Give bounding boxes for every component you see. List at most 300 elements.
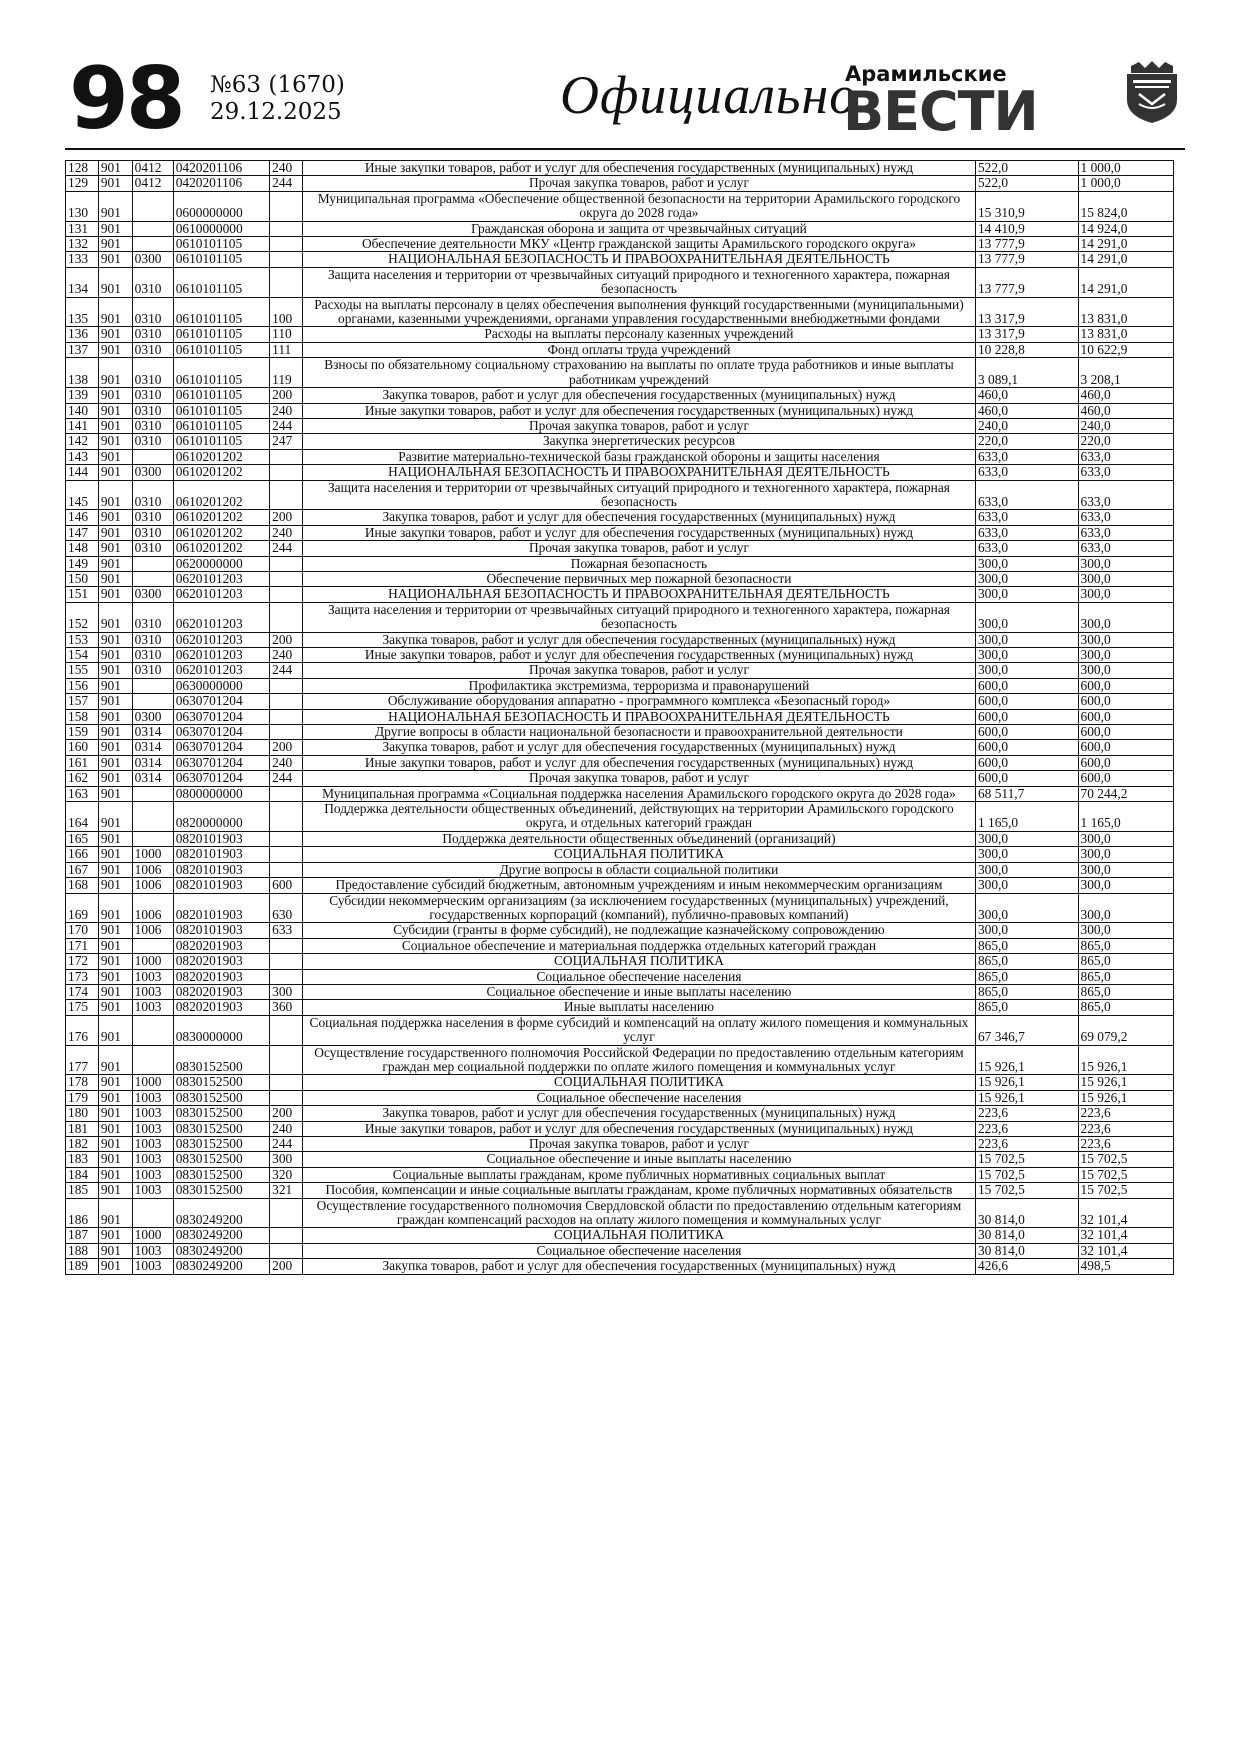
section-code (132, 571, 173, 586)
amount-2028: 633,0 (1078, 449, 1173, 464)
section-code: 1006 (132, 893, 173, 923)
gr-code: 901 (98, 556, 132, 571)
table-row (66, 1228, 1174, 1243)
target-code: 0820201903 (173, 1000, 269, 1015)
row-number: 135 (66, 297, 99, 327)
page-header (65, 49, 1185, 150)
section-code: 1000 (132, 847, 173, 862)
target-code: 0420201106 (173, 176, 269, 191)
section-code: 1003 (132, 1106, 173, 1121)
section-code: 1003 (132, 969, 173, 984)
gr-code: 901 (98, 1198, 132, 1228)
target-code: 0630000000 (173, 678, 269, 693)
row-number: 131 (66, 221, 99, 236)
item-name: СОЦИАЛЬНАЯ ПОЛИТИКА (302, 1075, 975, 1090)
item-name: Защита населения и территории от чрезвычайных ситуаций природного и техногенного характера, пожарная безопасность (302, 602, 975, 632)
amount-2028: 300,0 (1078, 831, 1173, 846)
table-row (66, 1000, 1174, 1015)
row-number: 159 (66, 725, 99, 740)
target-code: 0830249200 (173, 1228, 269, 1243)
section-code: 0310 (132, 525, 173, 540)
row-number: 174 (66, 984, 99, 999)
table-row (66, 556, 1174, 571)
expense-type (270, 969, 303, 984)
expense-type: 244 (270, 176, 303, 191)
table-row (66, 1090, 1174, 1105)
amount-2027: 30 814,0 (975, 1198, 1078, 1228)
section-code (132, 802, 173, 832)
amount-2028: 600,0 (1078, 740, 1173, 755)
row-number: 140 (66, 403, 99, 418)
item-name: Прочая закупка товаров, работ и услуг (302, 663, 975, 678)
section-code: 1003 (132, 1183, 173, 1198)
row-number: 187 (66, 1228, 99, 1243)
item-name: Субсидии некоммерческим организациям (за исключением государственных (муниципальных) учреждений, государственных корпораций (компаний), публично-правовых компаний) (302, 893, 975, 923)
amount-2028: 10 622,9 (1078, 342, 1173, 357)
expense-type: 111 (270, 342, 303, 357)
table-row (66, 191, 1174, 221)
amount-2027: 600,0 (975, 771, 1078, 786)
expense-type: 244 (270, 1137, 303, 1152)
gr-code: 901 (98, 847, 132, 862)
gr-code: 901 (98, 388, 132, 403)
target-code: 0820101903 (173, 831, 269, 846)
row-number: 167 (66, 862, 99, 877)
section-code (132, 1198, 173, 1228)
amount-2027: 15 702,5 (975, 1183, 1078, 1198)
target-code: 0630701204 (173, 771, 269, 786)
row-number: 130 (66, 191, 99, 221)
amount-2027: 223,6 (975, 1121, 1078, 1136)
table-row (66, 525, 1174, 540)
amount-2027: 13 777,9 (975, 237, 1078, 252)
section-code: 1003 (132, 1167, 173, 1182)
gr-code: 901 (98, 1000, 132, 1015)
table-row (66, 1106, 1174, 1121)
row-number: 177 (66, 1045, 99, 1075)
target-code: 0610201202 (173, 465, 269, 480)
item-name: Пожарная безопасность (302, 556, 975, 571)
row-number: 156 (66, 678, 99, 693)
target-code: 0620101203 (173, 648, 269, 663)
expense-type: 240 (270, 525, 303, 540)
amount-2027: 300,0 (975, 632, 1078, 647)
amount-2027: 13 317,9 (975, 297, 1078, 327)
amount-2027: 600,0 (975, 740, 1078, 755)
target-code: 0610101105 (173, 267, 269, 297)
target-code: 0620101203 (173, 587, 269, 602)
amount-2027: 865,0 (975, 954, 1078, 969)
expense-type: 240 (270, 161, 303, 176)
amount-2027: 633,0 (975, 465, 1078, 480)
gr-code: 901 (98, 725, 132, 740)
gr-code: 901 (98, 252, 132, 267)
amount-2027: 633,0 (975, 510, 1078, 525)
amount-2028: 865,0 (1078, 969, 1173, 984)
amount-2027: 220,0 (975, 434, 1078, 449)
budget-table-body (66, 161, 1174, 1275)
table-row (66, 1075, 1174, 1090)
item-name: Муниципальная программа «Обеспечение общественной безопасности на территории Арамильского городского округа до 2028 года» (302, 191, 975, 221)
expense-type (270, 1045, 303, 1075)
expense-type: 300 (270, 984, 303, 999)
item-name: Предоставление субсидий бюджетным, автономным учреждениям и иным некоммерческим организациям (302, 878, 975, 893)
expense-type (270, 1228, 303, 1243)
target-code: 0420201106 (173, 161, 269, 176)
gr-code: 901 (98, 694, 132, 709)
table-row (66, 510, 1174, 525)
target-code: 0630701204 (173, 755, 269, 770)
amount-2028: 300,0 (1078, 571, 1173, 586)
amount-2028: 865,0 (1078, 954, 1173, 969)
amount-2027: 522,0 (975, 161, 1078, 176)
section-code: 1003 (132, 1000, 173, 1015)
section-code: 0412 (132, 161, 173, 176)
section-code (132, 831, 173, 846)
item-name: Социальная поддержка населения в форме субсидий и компенсаций на оплату жилого помещения и коммунальных услуг (302, 1015, 975, 1045)
section-code: 0310 (132, 434, 173, 449)
table-row (66, 984, 1174, 999)
row-number: 160 (66, 740, 99, 755)
amount-2028: 300,0 (1078, 632, 1173, 647)
target-code: 0820000000 (173, 802, 269, 832)
row-number: 184 (66, 1167, 99, 1182)
expense-type (270, 802, 303, 832)
table-row (66, 221, 1174, 236)
table-row (66, 678, 1174, 693)
amount-2027: 460,0 (975, 403, 1078, 418)
amount-2028: 300,0 (1078, 878, 1173, 893)
amount-2027: 300,0 (975, 878, 1078, 893)
amount-2027: 300,0 (975, 571, 1078, 586)
table-row (66, 1137, 1174, 1152)
section-code: 1006 (132, 923, 173, 938)
gr-code: 901 (98, 465, 132, 480)
item-name: Муниципальная программа «Социальная поддержка населения Арамильского городского округа до 2028 года» (302, 786, 975, 801)
item-name: Другие вопросы в области социальной политики (302, 862, 975, 877)
table-row (66, 252, 1174, 267)
table-row (66, 786, 1174, 801)
row-number: 162 (66, 771, 99, 786)
section-code: 0310 (132, 632, 173, 647)
section-code: 1003 (132, 984, 173, 999)
gr-code: 901 (98, 237, 132, 252)
amount-2027: 1 165,0 (975, 802, 1078, 832)
section-code: 1003 (132, 1090, 173, 1105)
row-number: 182 (66, 1137, 99, 1152)
amount-2027: 460,0 (975, 388, 1078, 403)
amount-2028: 15 824,0 (1078, 191, 1173, 221)
gr-code: 901 (98, 510, 132, 525)
expense-type: 200 (270, 388, 303, 403)
amount-2028: 223,6 (1078, 1106, 1173, 1121)
gr-code: 901 (98, 480, 132, 510)
amount-2027: 300,0 (975, 663, 1078, 678)
gr-code: 901 (98, 176, 132, 191)
item-name: Закупка товаров, работ и услуг для обеспечения государственных (муниципальных) нужд (302, 632, 975, 647)
item-name: Иные закупки товаров, работ и услуг для обеспечения государственных (муниципальных) нужд (302, 403, 975, 418)
section-code (132, 449, 173, 464)
amount-2027: 600,0 (975, 755, 1078, 770)
amount-2028: 300,0 (1078, 602, 1173, 632)
row-number: 170 (66, 923, 99, 938)
item-name: Обеспечение первичных мер пожарной безопасности (302, 571, 975, 586)
row-number: 183 (66, 1152, 99, 1167)
row-number: 158 (66, 709, 99, 724)
section-code (132, 556, 173, 571)
expense-type: 244 (270, 771, 303, 786)
expense-type: 100 (270, 297, 303, 327)
gr-code: 901 (98, 434, 132, 449)
amount-2027: 13 777,9 (975, 267, 1078, 297)
amount-2028: 240,0 (1078, 418, 1173, 433)
expense-type (270, 1075, 303, 1090)
amount-2027: 223,6 (975, 1137, 1078, 1152)
gr-code: 901 (98, 954, 132, 969)
amount-2027: 865,0 (975, 1000, 1078, 1015)
amount-2028: 15 926,1 (1078, 1045, 1173, 1075)
expense-type (270, 191, 303, 221)
gr-code: 901 (98, 191, 132, 221)
row-number: 161 (66, 755, 99, 770)
gr-code: 901 (98, 755, 132, 770)
item-name: Защита населения и территории от чрезвычайных ситуаций природного и техногенного характера, пожарная безопасность (302, 480, 975, 510)
item-name: Осуществление государственного полномочия Свердловской области по предоставлению отдельным категориям граждан компенсаций расходов на оплату жилого помещения и коммунальных услуг (302, 1198, 975, 1228)
item-name: Иные закупки товаров, работ и услуг для обеспечения государственных (муниципальных) нужд (302, 1121, 975, 1136)
item-name: СОЦИАЛЬНАЯ ПОЛИТИКА (302, 847, 975, 862)
amount-2027: 600,0 (975, 725, 1078, 740)
section-code: 0310 (132, 480, 173, 510)
expense-type (270, 221, 303, 236)
target-code: 0820201903 (173, 969, 269, 984)
item-name: Прочая закупка товаров, работ и услуг (302, 176, 975, 191)
row-number: 180 (66, 1106, 99, 1121)
expense-type (270, 267, 303, 297)
section-code (132, 1015, 173, 1045)
item-name: Иные закупки товаров, работ и услуг для обеспечения государственных (муниципальных) нужд (302, 648, 975, 663)
section-code: 1000 (132, 954, 173, 969)
target-code: 0630701204 (173, 694, 269, 709)
amount-2027: 633,0 (975, 449, 1078, 464)
item-name: Социальное обеспечение и иные выплаты населению (302, 1152, 975, 1167)
amount-2028: 300,0 (1078, 923, 1173, 938)
gr-code: 901 (98, 525, 132, 540)
table-row (66, 403, 1174, 418)
gr-code: 901 (98, 1259, 132, 1274)
target-code: 0820201903 (173, 954, 269, 969)
item-name: Защита населения и территории от чрезвычайных ситуаций природного и техногенного характера, пожарная безопасность (302, 267, 975, 297)
gr-code: 901 (98, 831, 132, 846)
target-code: 0830152500 (173, 1121, 269, 1136)
row-number: 138 (66, 358, 99, 388)
amount-2027: 68 511,7 (975, 786, 1078, 801)
item-name: Взносы по обязательному социальному страхованию на выплаты по оплате труда работников и иные выплаты работникам учреждений (302, 358, 975, 388)
target-code: 0620000000 (173, 556, 269, 571)
gr-code: 901 (98, 648, 132, 663)
section-code: 0310 (132, 602, 173, 632)
item-name: Закупка товаров, работ и услуг для обеспечения государственных (муниципальных) нужд (302, 1106, 975, 1121)
row-number: 148 (66, 541, 99, 556)
target-code: 0620101203 (173, 602, 269, 632)
amount-2027: 300,0 (975, 862, 1078, 877)
amount-2027: 300,0 (975, 648, 1078, 663)
section-code (132, 938, 173, 953)
row-number: 147 (66, 525, 99, 540)
page-number: 98 (69, 49, 183, 149)
expense-type: 240 (270, 403, 303, 418)
row-number: 179 (66, 1090, 99, 1105)
amount-2028: 865,0 (1078, 1000, 1173, 1015)
section-code: 0310 (132, 327, 173, 342)
item-name: Иные закупки товаров, работ и услуг для обеспечения государственных (муниципальных) нужд (302, 755, 975, 770)
item-name: Осуществление государственного полномочия Российской Федерации по предоставлению отдельным категориям граждан мер социальной поддержки по оплате жилого помещения и коммунальных услуг (302, 1045, 975, 1075)
amount-2027: 300,0 (975, 847, 1078, 862)
expense-type (270, 237, 303, 252)
gr-code: 901 (98, 969, 132, 984)
section-code: 0310 (132, 541, 173, 556)
row-number: 154 (66, 648, 99, 663)
item-name: НАЦИОНАЛЬНАЯ БЕЗОПАСНОСТЬ И ПРАВООХРАНИТЕЛЬНАЯ ДЕЯТЕЛЬНОСТЬ (302, 709, 975, 724)
item-name: Иные выплаты населению (302, 1000, 975, 1015)
gr-code: 901 (98, 587, 132, 602)
target-code: 0830152500 (173, 1183, 269, 1198)
amount-2027: 15 926,1 (975, 1075, 1078, 1090)
table-row (66, 969, 1174, 984)
section-code: 0310 (132, 403, 173, 418)
amount-2028: 15 702,5 (1078, 1183, 1173, 1198)
item-name: Прочая закупка товаров, работ и услуг (302, 1137, 975, 1152)
section-code: 0300 (132, 465, 173, 480)
amount-2028: 600,0 (1078, 678, 1173, 693)
amount-2028: 220,0 (1078, 434, 1173, 449)
amount-2028: 865,0 (1078, 938, 1173, 953)
amount-2028: 1 000,0 (1078, 161, 1173, 176)
row-number: 175 (66, 1000, 99, 1015)
target-code: 0620101203 (173, 632, 269, 647)
amount-2027: 300,0 (975, 831, 1078, 846)
expense-type (270, 465, 303, 480)
row-number: 146 (66, 510, 99, 525)
expense-type: 633 (270, 923, 303, 938)
amount-2028: 70 244,2 (1078, 786, 1173, 801)
table-row (66, 297, 1174, 327)
amount-2028: 498,5 (1078, 1259, 1173, 1274)
row-number: 185 (66, 1183, 99, 1198)
row-number: 133 (66, 252, 99, 267)
table-row (66, 1259, 1174, 1274)
header-rule (65, 148, 1185, 150)
item-name: Поддержка деятельности общественных объединений (организаций) (302, 831, 975, 846)
gr-code: 901 (98, 771, 132, 786)
amount-2028: 633,0 (1078, 465, 1173, 480)
target-code: 0610201202 (173, 449, 269, 464)
issue-number: №63 (1670) (210, 72, 345, 98)
target-code: 0610101105 (173, 434, 269, 449)
row-number: 144 (66, 465, 99, 480)
amount-2028: 14 291,0 (1078, 252, 1173, 267)
target-code: 0610101105 (173, 358, 269, 388)
section-code: 0310 (132, 510, 173, 525)
item-name: Иные закупки товаров, работ и услуг для обеспечения государственных (муниципальных) нужд (302, 525, 975, 540)
item-name: Закупка товаров, работ и услуг для обеспечения государственных (муниципальных) нужд (302, 388, 975, 403)
amount-2027: 300,0 (975, 556, 1078, 571)
section-code: 0300 (132, 709, 173, 724)
target-code: 0610101105 (173, 342, 269, 357)
expense-type: 244 (270, 663, 303, 678)
expense-type (270, 786, 303, 801)
gr-code: 901 (98, 418, 132, 433)
expense-type: 247 (270, 434, 303, 449)
amount-2027: 300,0 (975, 923, 1078, 938)
gr-code: 901 (98, 403, 132, 418)
gr-code: 901 (98, 1121, 132, 1136)
expense-type: 119 (270, 358, 303, 388)
table-row (66, 862, 1174, 877)
gr-code: 901 (98, 1075, 132, 1090)
expense-type: 200 (270, 740, 303, 755)
item-name: Расходы на выплаты персоналу казенных учреждений (302, 327, 975, 342)
row-number: 137 (66, 342, 99, 357)
amount-2028: 15 702,5 (1078, 1167, 1173, 1182)
amount-2028: 300,0 (1078, 663, 1173, 678)
row-number: 139 (66, 388, 99, 403)
table-row (66, 388, 1174, 403)
amount-2027: 10 228,8 (975, 342, 1078, 357)
item-name: Поддержка деятельности общественных объединений, действующих на территории Арамильского городского округа, и отдельных категорий граждан (302, 802, 975, 832)
item-name: СОЦИАЛЬНАЯ ПОЛИТИКА (302, 954, 975, 969)
amount-2028: 223,6 (1078, 1121, 1173, 1136)
item-name: СОЦИАЛЬНАЯ ПОЛИТИКА (302, 1228, 975, 1243)
row-number: 151 (66, 587, 99, 602)
amount-2028: 1 165,0 (1078, 802, 1173, 832)
amount-2028: 300,0 (1078, 847, 1173, 862)
amount-2028: 14 291,0 (1078, 267, 1173, 297)
amount-2027: 865,0 (975, 938, 1078, 953)
section-code (132, 191, 173, 221)
row-number: 166 (66, 847, 99, 862)
expense-type: 200 (270, 1106, 303, 1121)
expense-type (270, 480, 303, 510)
gr-code: 901 (98, 541, 132, 556)
section-code: 1006 (132, 862, 173, 877)
amount-2028: 633,0 (1078, 541, 1173, 556)
expense-type: 320 (270, 1167, 303, 1182)
section-code (132, 786, 173, 801)
amount-2028: 600,0 (1078, 771, 1173, 786)
target-code: 0820101903 (173, 923, 269, 938)
row-number: 178 (66, 1075, 99, 1090)
target-code: 0610101105 (173, 327, 269, 342)
target-code: 0620101203 (173, 571, 269, 586)
row-number: 173 (66, 969, 99, 984)
section-code: 1003 (132, 1137, 173, 1152)
section-code (132, 678, 173, 693)
amount-2027: 300,0 (975, 893, 1078, 923)
gr-code: 901 (98, 709, 132, 724)
section-code: 0310 (132, 358, 173, 388)
gr-code: 901 (98, 893, 132, 923)
row-number: 129 (66, 176, 99, 191)
item-name: Социальные выплаты гражданам, кроме публичных нормативных социальных выплат (302, 1167, 975, 1182)
gr-code: 901 (98, 327, 132, 342)
item-name: Социальное обеспечение и материальная поддержка отдельных категорий граждан (302, 938, 975, 953)
amount-2027: 15 702,5 (975, 1167, 1078, 1182)
target-code: 0610000000 (173, 221, 269, 236)
expense-type (270, 1243, 303, 1258)
amount-2028: 633,0 (1078, 480, 1173, 510)
row-number: 164 (66, 802, 99, 832)
amount-2028: 14 924,0 (1078, 221, 1173, 236)
